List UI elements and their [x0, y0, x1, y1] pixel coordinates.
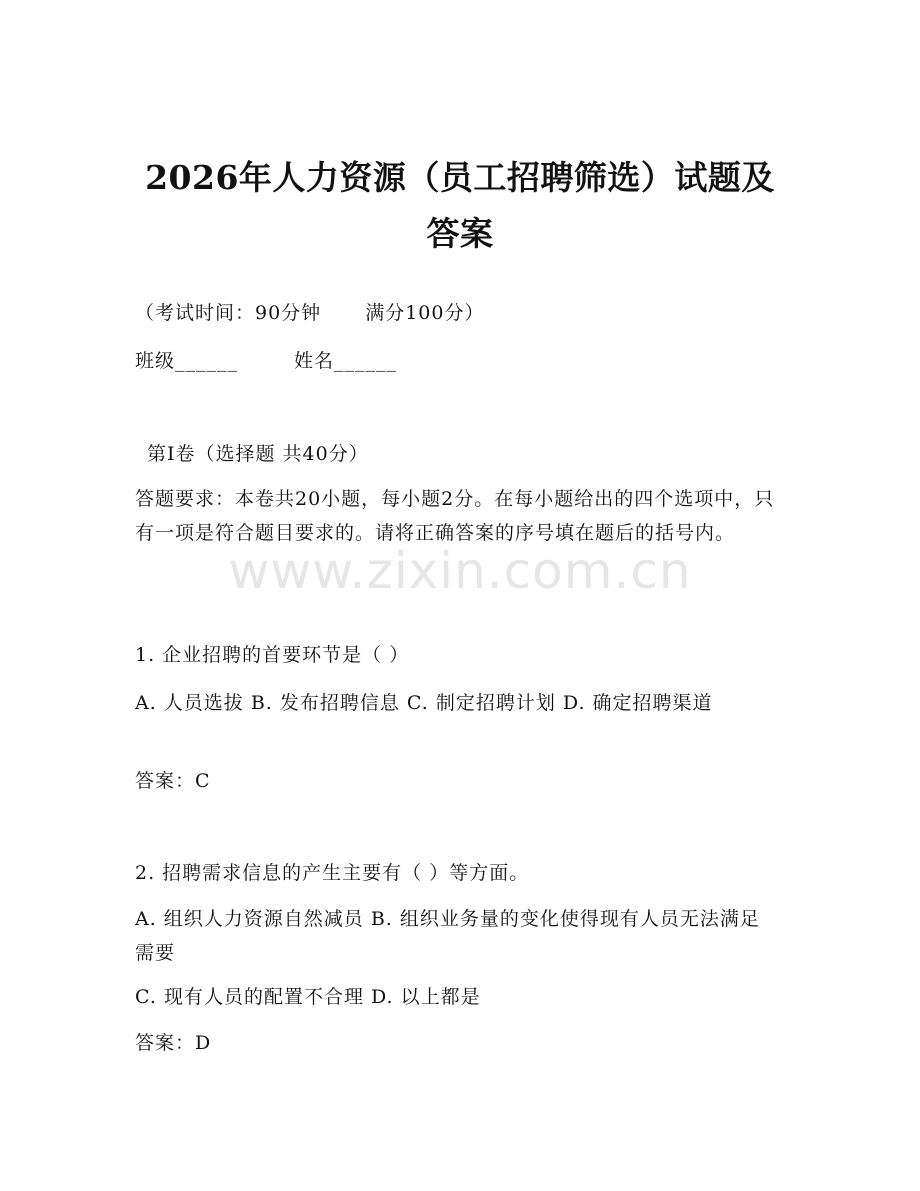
instructions: 答题要求：本卷共20小题，每小题2分。在每小题给出的四个选项中，只有一项是符合题目要求的。请将正确答案的序号填在题后的括号内。 — [135, 488, 775, 544]
class-field-label: 班级______ — [135, 350, 239, 372]
name-field-label: 姓名______ — [294, 350, 398, 372]
section-heading: 第I卷（选择题 共40分） — [147, 443, 369, 465]
student-info — [135, 344, 397, 378]
question-2-options-line-2: C. 现有人员的配置不合理 D. 以上都是 — [135, 986, 481, 1008]
document-title: 2026年人力资源（员工招聘筛选）试题及答案 — [145, 158, 775, 253]
question-2-stem: 2. 招聘需求信息的产生主要有（ ）等方面。 — [135, 862, 530, 884]
full-score: 满分100分） — [365, 302, 485, 324]
question-1-answer: 答案：C — [135, 770, 211, 792]
question-2-options-line-1: A. 组织人力资源自然减员 B. 组织业务量的变化使得现有人员无法满足需要 — [135, 908, 760, 964]
question-1-options: A. 人员选拔 B. 发布招聘信息 C. 制定招聘计划 D. 确定招聘渠道 — [135, 692, 713, 714]
question-1-stem: 1. 企业招聘的首要环节是（ ） — [135, 644, 410, 666]
watermark: www.zixin.com.cn — [228, 542, 692, 600]
exam-meta — [135, 296, 484, 330]
exam-time: （考试时间：90分钟 — [135, 302, 322, 324]
question-2-answer: 答案：D — [135, 1032, 212, 1054]
